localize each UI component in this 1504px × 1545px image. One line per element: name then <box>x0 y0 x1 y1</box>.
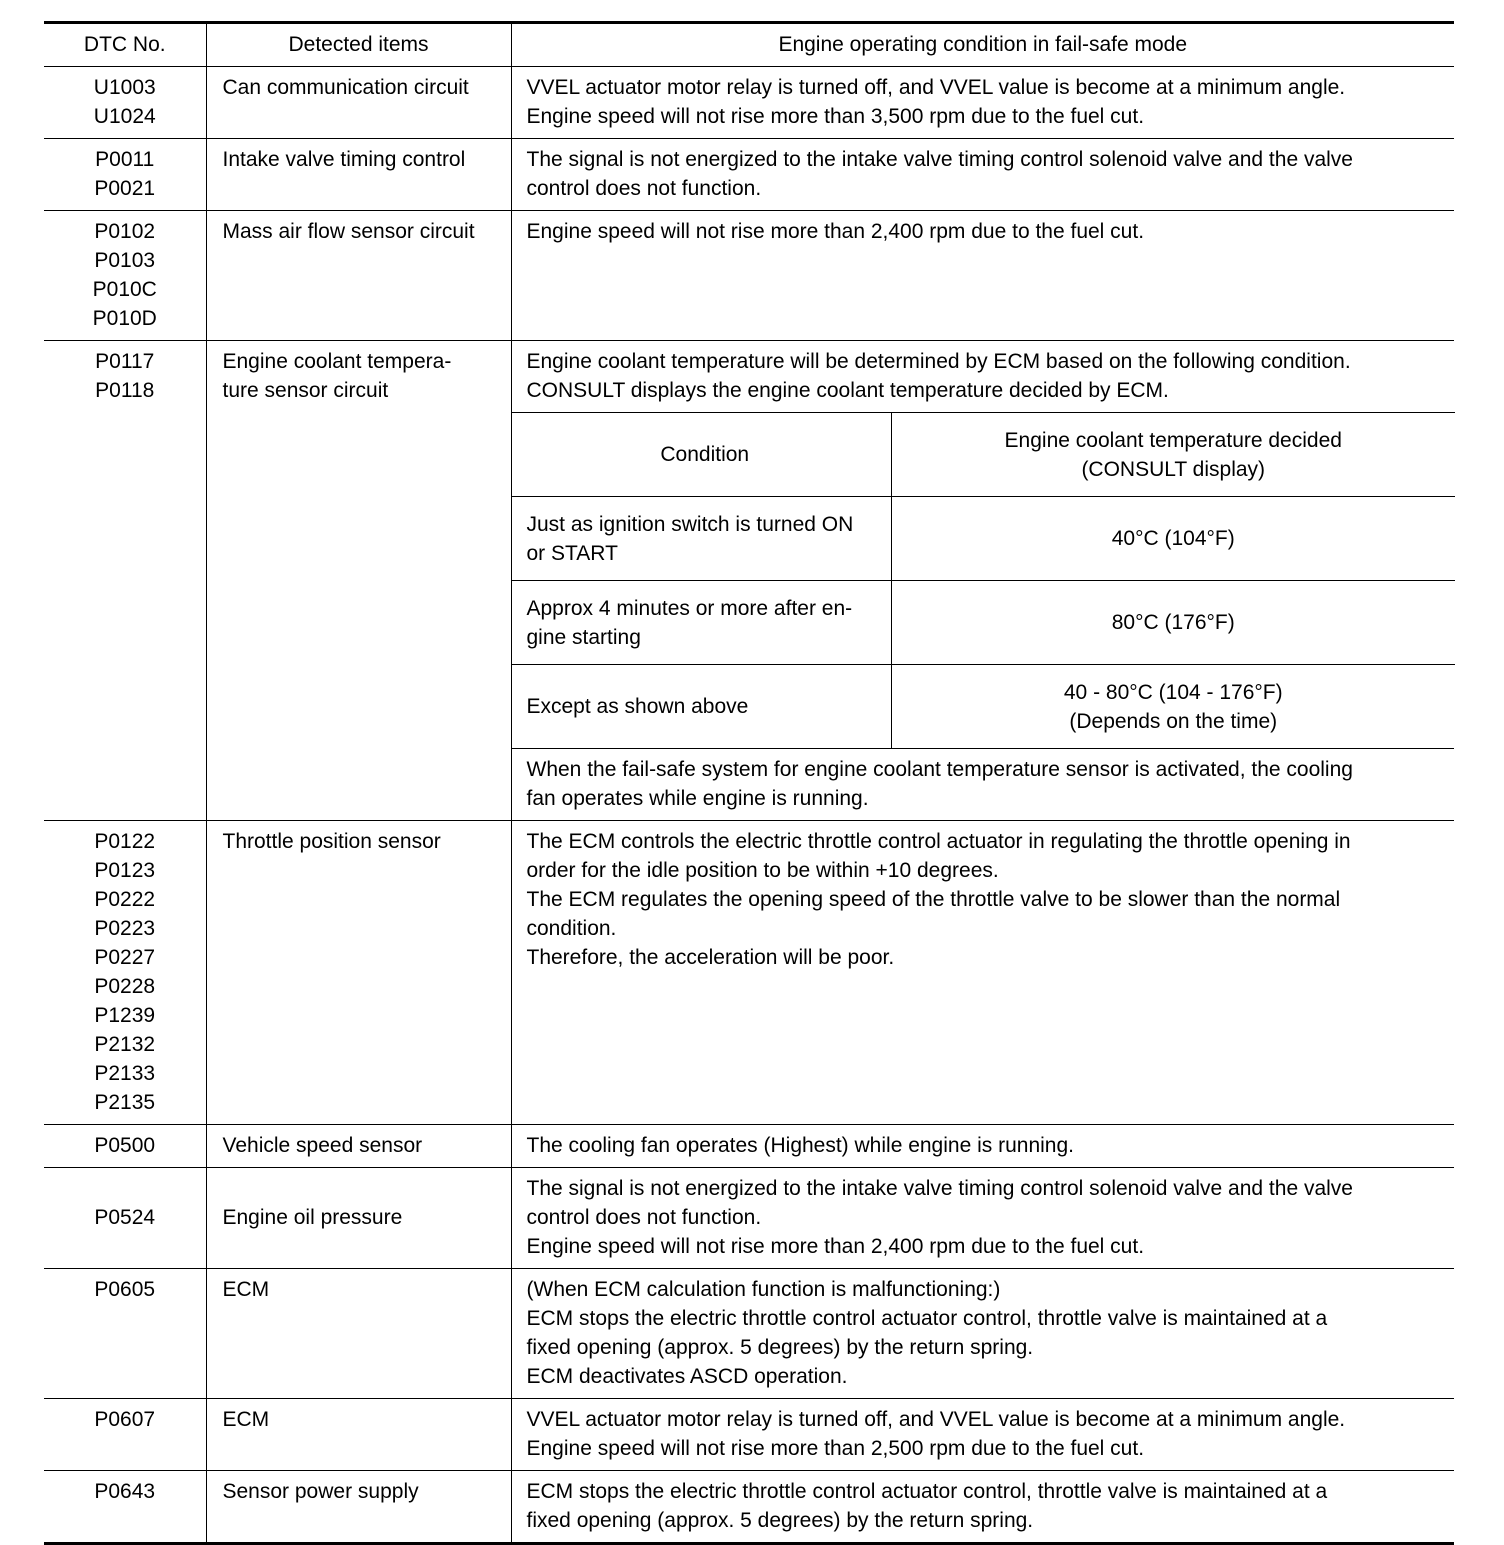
text-line: P0021 <box>94 177 156 200</box>
text-line: Engine speed will not rise more than 3,500 rpm due to the fuel cut. <box>526 105 1145 128</box>
text-line: When the fail-safe system for engine coolant temperature sensor is activated, the cooling <box>526 758 1353 781</box>
condition-cell <box>511 1168 1454 1269</box>
subtable-row <box>512 581 1455 665</box>
subtable-temperature-cell <box>892 581 1455 665</box>
condition-cell <box>511 1399 1454 1471</box>
table-row <box>44 139 1454 211</box>
text-line: P0118 <box>95 379 155 402</box>
subtable-row <box>512 497 1455 581</box>
text-line: P0500 <box>94 1134 156 1157</box>
text-line: P1239 <box>94 1004 156 1027</box>
dtc-cell <box>44 139 206 211</box>
text-line: P0643 <box>94 1480 156 1503</box>
subtable-condition-cell <box>512 665 892 749</box>
text-line: P0117 <box>95 350 155 373</box>
text-line: P0524 <box>94 1206 156 1229</box>
text-line: Engine coolant temperature will be determined by ECM based on the following condition. <box>526 350 1351 373</box>
table-row <box>44 67 1454 139</box>
text-line: ture sensor circuit <box>222 379 389 402</box>
text-line: P0122 <box>94 830 156 853</box>
text-line: P0123 <box>94 859 156 882</box>
header-dtc: DTC No. <box>44 23 206 67</box>
text-line: The ECM regulates the opening speed of the throttle valve to be slower than the normal <box>526 888 1341 911</box>
text-line: P0103 <box>94 249 156 272</box>
text-line: U1024 <box>93 105 156 128</box>
dtc-cell <box>44 1168 206 1269</box>
text-line: P0228 <box>94 975 156 998</box>
text-line: ECM stops the electric throttle control actuator control, throttle valve is maintained at a <box>526 1480 1328 1503</box>
table-row <box>44 1471 1454 1544</box>
subtable-row <box>512 665 1455 749</box>
text-line: Intake valve timing control <box>222 148 466 171</box>
table-row <box>44 1269 1454 1399</box>
text-line: P0607 <box>94 1408 156 1431</box>
detected-item-cell <box>206 1471 511 1544</box>
text-line: P0605 <box>94 1278 156 1301</box>
coolant-intro <box>512 341 1455 412</box>
text-line: Just as ignition switch is turned ON <box>526 512 854 536</box>
text-line: fixed opening (approx. 5 degrees) by the return spring. <box>526 1509 1034 1532</box>
coolant-footer-note <box>512 748 1455 820</box>
detected-item-cell <box>206 139 511 211</box>
dtc-cell <box>44 67 206 139</box>
text-line: 40°C (104°F) <box>1111 527 1235 550</box>
text-line: Approx 4 minutes or more after en- <box>526 596 853 620</box>
subtable-condition-cell <box>512 497 892 581</box>
dtc-cell <box>44 821 206 1125</box>
subtable-header-condition: Condition <box>512 413 892 497</box>
text-line: The cooling fan operates (Highest) while engine is running. <box>526 1134 1074 1157</box>
dtc-cell <box>44 1399 206 1471</box>
text-line: ECM <box>222 1408 270 1431</box>
text-line: P2135 <box>94 1091 156 1114</box>
condition-cell <box>511 139 1454 211</box>
text-line: P2132 <box>94 1033 156 1056</box>
text-line: Engine speed will not rise more than 2,500 rpm due to the fuel cut. <box>526 1437 1145 1460</box>
table-row <box>44 1125 1454 1168</box>
text-line: VVEL actuator motor relay is turned off, and VVEL value is become at a minimum angle. <box>526 1408 1346 1431</box>
text-line: fan operates while engine is running. <box>526 787 869 810</box>
text-line: U1003 <box>93 76 156 99</box>
text-line: (CONSULT display) <box>1081 457 1266 481</box>
text-line: order for the idle position to be within +10 degrees. <box>526 859 999 882</box>
condition-cell <box>511 341 1454 821</box>
table-row <box>44 211 1454 341</box>
table-row <box>44 821 1454 1125</box>
text-line: Engine speed will not rise more than 2,400 rpm due to the fuel cut. <box>526 1235 1145 1258</box>
detected-item-cell <box>206 1399 511 1471</box>
text-line: P0223 <box>94 917 156 940</box>
condition-cell <box>511 1471 1454 1544</box>
subtable-temperature-cell <box>892 497 1455 581</box>
text-line: Therefore, the acceleration will be poor. <box>526 946 895 969</box>
detected-item-cell <box>206 1269 511 1399</box>
text-line: ECM <box>222 1278 270 1301</box>
text-line: P0011 <box>95 148 155 171</box>
dtc-cell <box>44 341 206 821</box>
fail-safe-document <box>44 21 1454 1545</box>
text-line: fixed opening (approx. 5 degrees) by the return spring. <box>526 1336 1034 1359</box>
coolant-subtable <box>512 412 1455 748</box>
text-line: The ECM controls the electric throttle control actuator in regulating the throttle opening in <box>526 830 1351 853</box>
detected-item-cell <box>206 211 511 341</box>
text-line: condition. <box>526 917 617 940</box>
text-line: Can communication circuit <box>222 76 469 99</box>
text-line: Mass air flow sensor circuit <box>222 220 475 243</box>
table-row <box>44 1399 1454 1471</box>
dtc-cell <box>44 1269 206 1399</box>
text-line: Engine oil pressure <box>222 1206 403 1229</box>
text-line: ECM stops the electric throttle control actuator control, throttle valve is maintained at a <box>526 1307 1328 1330</box>
text-line: P2133 <box>94 1062 156 1085</box>
text-line: 80°C (176°F) <box>1111 611 1235 634</box>
text-line: Engine coolant temperature decided <box>1004 428 1342 452</box>
condition-cell <box>511 211 1454 341</box>
fail-safe-table <box>44 21 1454 1545</box>
text-line: VVEL actuator motor relay is turned off, and VVEL value is become at a minimum angle. <box>526 76 1346 99</box>
text-line: The signal is not energized to the intake valve timing control solenoid valve and the valve <box>526 148 1353 171</box>
text-line: control does not function. <box>526 177 762 200</box>
text-line: (When ECM calculation function is malfunctioning:) <box>526 1278 1001 1301</box>
text-line: or START <box>526 541 618 565</box>
text-line: Sensor power supply <box>222 1480 419 1503</box>
text-line: Engine speed will not rise more than 2,400 rpm due to the fuel cut. <box>526 220 1145 243</box>
condition-cell <box>511 1269 1454 1399</box>
text-line: control does not function. <box>526 1206 762 1229</box>
text-line: P010C <box>92 278 157 301</box>
detected-item-cell <box>206 821 511 1125</box>
text-line: P0227 <box>94 946 156 969</box>
text-line: Except as shown above <box>526 695 749 718</box>
text-line: CONSULT displays the engine coolant temperature decided by ECM. <box>526 379 1169 402</box>
condition-cell <box>511 821 1454 1125</box>
subtable-header-temperature <box>892 413 1455 497</box>
subtable-condition-cell <box>512 581 892 665</box>
text-line: 40 - 80°C (104 - 176°F) <box>1063 680 1283 704</box>
text-line: P010D <box>92 307 157 330</box>
text-line: Engine coolant tempera- <box>222 350 452 373</box>
detected-item-cell <box>206 1125 511 1168</box>
detected-item-cell <box>206 1168 511 1269</box>
header-condition: Engine operating condition in fail-safe mode <box>511 23 1454 67</box>
dtc-cell <box>44 1471 206 1544</box>
text-line: (Depends on the time) <box>1069 709 1278 733</box>
dtc-cell <box>44 1125 206 1168</box>
text-line: P0222 <box>94 888 156 911</box>
detected-item-cell <box>206 67 511 139</box>
text-line: P0102 <box>94 220 156 243</box>
dtc-cell <box>44 211 206 341</box>
subtable-temperature-cell <box>892 665 1455 749</box>
condition-cell <box>511 1125 1454 1168</box>
header-detected-items: Detected items <box>206 23 511 67</box>
subtable-header-row <box>512 413 1455 497</box>
table-row <box>44 1168 1454 1269</box>
table-row <box>44 341 1454 821</box>
header-row <box>44 23 1454 67</box>
text-line: ECM deactivates ASCD operation. <box>526 1365 848 1388</box>
text-line: Vehicle speed sensor <box>222 1134 423 1157</box>
condition-cell <box>511 67 1454 139</box>
text-line: The signal is not energized to the intake valve timing control solenoid valve and the valve <box>526 1177 1353 1200</box>
detected-item-cell <box>206 341 511 821</box>
text-line: gine starting <box>526 625 641 649</box>
text-line: Throttle position sensor <box>222 830 441 853</box>
